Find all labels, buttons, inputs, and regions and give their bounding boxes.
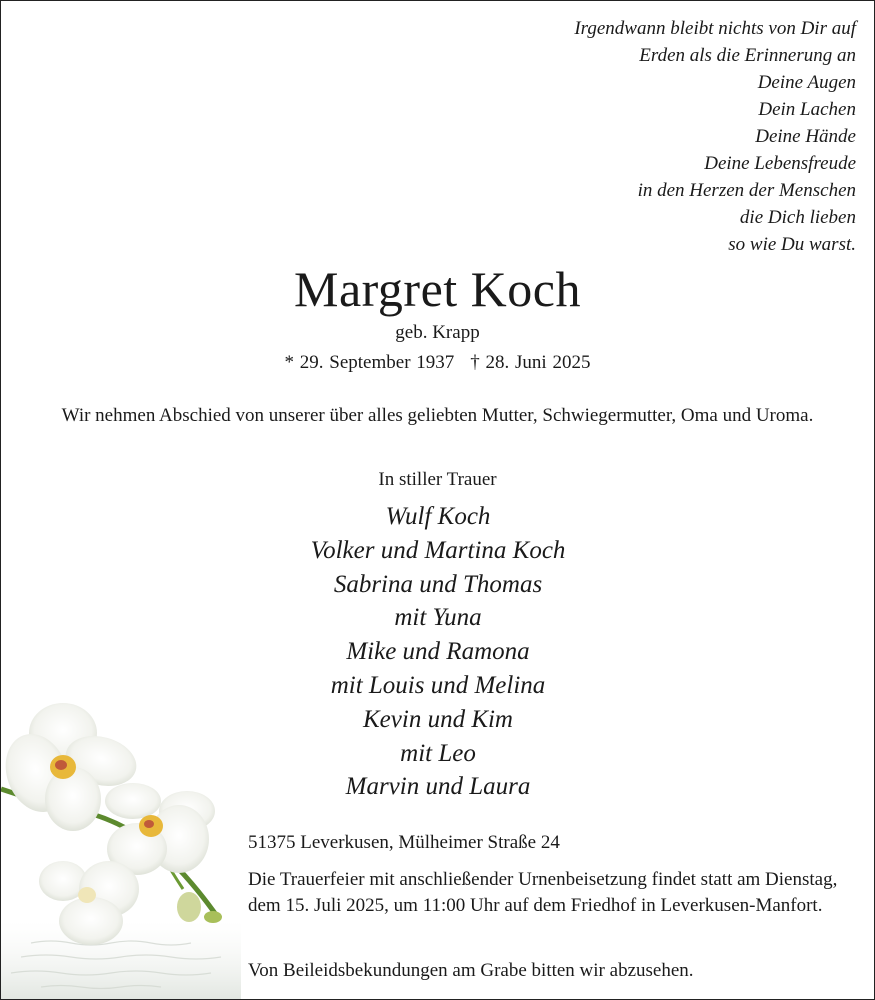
poem-line: die Dich lieben (739, 207, 856, 228)
family-entry: Marvin und Laura (345, 773, 531, 801)
orchid-image (1, 681, 241, 999)
poem-line: Irgendwann bleibt nichts von Dir auf (574, 18, 856, 39)
family-entry: Volker und Martina Koch (310, 536, 566, 564)
family-entry: Mike und Ramona (346, 638, 530, 666)
deceased-name: Margret Koch (294, 261, 581, 317)
family-entry: mit Leo (400, 739, 476, 767)
life-dates (1, 350, 874, 376)
family-entry: mit Louis und Melina (330, 671, 546, 699)
poem-line: Dein Lachen (758, 99, 856, 120)
ceremony-text: Die Trauerfeier mit anschließender Urnenbeisetzung findet statt am Dienstag, dem 15. Juli 2025, um 11:00 Uhr auf dem Friedhof in Leverkusen-Manfort. (248, 869, 838, 916)
address: 51375 Leverkusen, Mülheimer Straße 24 (248, 832, 560, 853)
family-entry: Wulf Koch (385, 503, 491, 530)
condolences-note: Von Beileidsbekundungen am Grabe bitten wir abzusehen. (248, 960, 694, 981)
poem (436, 15, 856, 258)
family-entry: Sabrina und Thomas (333, 570, 543, 598)
poem-line: Deine Hände (755, 126, 856, 147)
death-date: † 28. Juni 2025 (470, 352, 591, 373)
poem-line: so wie Du warst. (728, 234, 856, 255)
poem-line: in den Herzen der Menschen (637, 180, 856, 201)
maiden-name: geb. Krapp (395, 322, 480, 343)
poem-line: Deine Lebensfreude (704, 153, 856, 174)
poem-line: Deine Augen (757, 72, 856, 93)
family-entry: mit Yuna (394, 604, 482, 632)
intro-text: Wir nehmen Abschied von unserer über alles geliebten Mutter, Schwiegermutter, Oma und Uroma. (61, 405, 814, 426)
poem-line: Erden als die Erinnerung an (639, 45, 856, 66)
mourning-label: In stiller Trauer (378, 469, 497, 490)
family-entry: Kevin und Kim (363, 705, 513, 733)
birth-date: * 29. September 1937 (284, 352, 455, 373)
